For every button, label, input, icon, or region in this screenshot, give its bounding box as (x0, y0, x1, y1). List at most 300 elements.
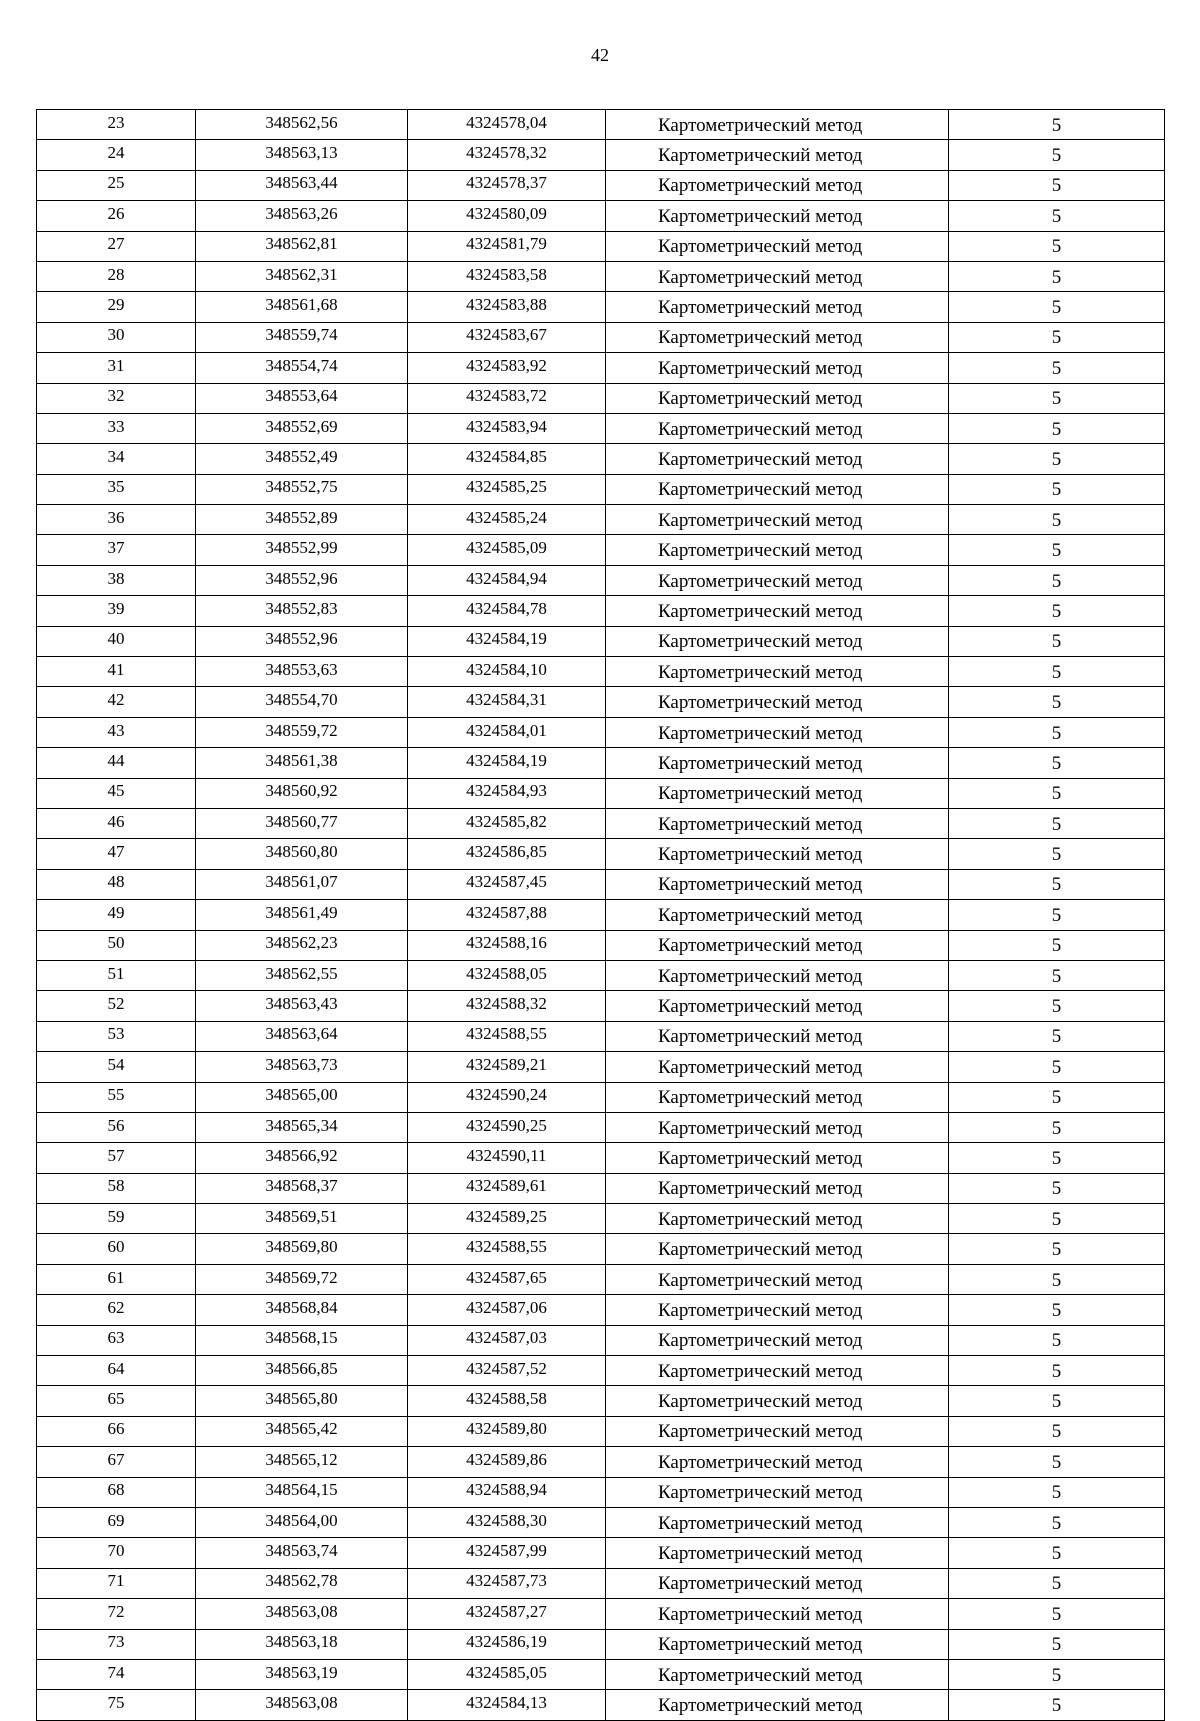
error-cell: 5 (949, 383, 1165, 413)
x-coordinate-cell: 348552,96 (196, 626, 408, 656)
x-coordinate-cell: 348563,18 (196, 1629, 408, 1659)
x-coordinate-cell: 348552,49 (196, 444, 408, 474)
method-cell: Картометрический метод (606, 991, 949, 1021)
x-coordinate-cell: 348565,12 (196, 1447, 408, 1477)
point-number-cell: 27 (37, 231, 196, 261)
method-cell: Картометрический метод (606, 535, 949, 565)
method-cell: Картометрический метод (606, 383, 949, 413)
y-coordinate-cell: 4324583,58 (408, 261, 606, 291)
table-row (37, 1143, 1165, 1173)
y-coordinate-cell: 4324585,82 (408, 808, 606, 838)
y-coordinate-cell: 4324583,72 (408, 383, 606, 413)
x-coordinate-cell: 348562,55 (196, 960, 408, 990)
y-coordinate-cell: 4324584,78 (408, 596, 606, 626)
point-number-cell: 37 (37, 535, 196, 565)
x-coordinate-cell: 348563,08 (196, 1599, 408, 1629)
table-row (37, 292, 1165, 322)
error-cell: 5 (949, 1416, 1165, 1446)
table-row (37, 1507, 1165, 1537)
method-cell: Картометрический метод (606, 1568, 949, 1598)
method-cell: Картометрический метод (606, 748, 949, 778)
point-number-cell: 62 (37, 1295, 196, 1325)
table-row (37, 839, 1165, 869)
table-row (37, 1082, 1165, 1112)
table-row (37, 261, 1165, 291)
table-row (37, 322, 1165, 352)
y-coordinate-cell: 4324588,58 (408, 1386, 606, 1416)
point-number-cell: 72 (37, 1599, 196, 1629)
y-coordinate-cell: 4324589,61 (408, 1173, 606, 1203)
x-coordinate-cell: 348560,92 (196, 778, 408, 808)
table-row (37, 1112, 1165, 1142)
point-number-cell: 33 (37, 413, 196, 443)
method-cell: Картометрический метод (606, 930, 949, 960)
x-coordinate-cell: 348561,49 (196, 900, 408, 930)
table-row (37, 140, 1165, 170)
point-number-cell: 74 (37, 1659, 196, 1689)
table-row (37, 1599, 1165, 1629)
method-cell: Картометрический метод (606, 839, 949, 869)
method-cell: Картометрический метод (606, 596, 949, 626)
x-coordinate-cell: 348552,69 (196, 413, 408, 443)
method-cell: Картометрический метод (606, 110, 949, 140)
y-coordinate-cell: 4324587,52 (408, 1356, 606, 1386)
x-coordinate-cell: 348563,13 (196, 140, 408, 170)
point-number-cell: 41 (37, 657, 196, 687)
error-cell: 5 (949, 657, 1165, 687)
table-row (37, 170, 1165, 200)
point-number-cell: 73 (37, 1629, 196, 1659)
error-cell: 5 (949, 1325, 1165, 1355)
method-cell: Картометрический метод (606, 1234, 949, 1264)
method-cell: Картометрический метод (606, 474, 949, 504)
x-coordinate-cell: 348561,68 (196, 292, 408, 322)
y-coordinate-cell: 4324578,37 (408, 170, 606, 200)
point-number-cell: 25 (37, 170, 196, 200)
error-cell: 5 (949, 535, 1165, 565)
y-coordinate-cell: 4324578,04 (408, 110, 606, 140)
error-cell: 5 (949, 687, 1165, 717)
y-coordinate-cell: 4324583,67 (408, 322, 606, 352)
error-cell: 5 (949, 1629, 1165, 1659)
table-row (37, 231, 1165, 261)
point-number-cell: 64 (37, 1356, 196, 1386)
point-number-cell: 51 (37, 960, 196, 990)
error-cell: 5 (949, 930, 1165, 960)
method-cell: Картометрический метод (606, 1447, 949, 1477)
error-cell: 5 (949, 110, 1165, 140)
table-row (37, 1538, 1165, 1568)
point-number-cell: 57 (37, 1143, 196, 1173)
x-coordinate-cell: 348563,73 (196, 1052, 408, 1082)
table-row (37, 1416, 1165, 1446)
table-row (37, 1356, 1165, 1386)
method-cell: Картометрический метод (606, 1325, 949, 1355)
table-row (37, 1690, 1165, 1720)
table-row (37, 110, 1165, 140)
point-number-cell: 50 (37, 930, 196, 960)
method-cell: Картометрический метод (606, 1052, 949, 1082)
y-coordinate-cell: 4324581,79 (408, 231, 606, 261)
table-row (37, 413, 1165, 443)
error-cell: 5 (949, 596, 1165, 626)
y-coordinate-cell: 4324584,93 (408, 778, 606, 808)
method-cell: Картометрический метод (606, 869, 949, 899)
point-number-cell: 35 (37, 474, 196, 504)
point-number-cell: 61 (37, 1264, 196, 1294)
error-cell: 5 (949, 444, 1165, 474)
method-cell: Картометрический метод (606, 353, 949, 383)
error-cell: 5 (949, 1204, 1165, 1234)
y-coordinate-cell: 4324583,88 (408, 292, 606, 322)
method-cell: Картометрический метод (606, 1021, 949, 1051)
method-cell: Картометрический метод (606, 292, 949, 322)
error-cell: 5 (949, 900, 1165, 930)
table-row (37, 535, 1165, 565)
table-row (37, 1204, 1165, 1234)
error-cell: 5 (949, 1143, 1165, 1173)
x-coordinate-cell: 348560,80 (196, 839, 408, 869)
table-row (37, 353, 1165, 383)
error-cell: 5 (949, 717, 1165, 747)
method-cell: Картометрический метод (606, 687, 949, 717)
x-coordinate-cell: 348566,92 (196, 1143, 408, 1173)
method-cell: Картометрический метод (606, 900, 949, 930)
y-coordinate-cell: 4324580,09 (408, 201, 606, 231)
error-cell: 5 (949, 140, 1165, 170)
table-row (37, 1052, 1165, 1082)
point-number-cell: 48 (37, 869, 196, 899)
y-coordinate-cell: 4324587,99 (408, 1538, 606, 1568)
x-coordinate-cell: 348563,26 (196, 201, 408, 231)
table-row (37, 1659, 1165, 1689)
x-coordinate-cell: 348553,64 (196, 383, 408, 413)
point-number-cell: 26 (37, 201, 196, 231)
error-cell: 5 (949, 869, 1165, 899)
table-row (37, 1325, 1165, 1355)
x-coordinate-cell: 348563,44 (196, 170, 408, 200)
y-coordinate-cell: 4324585,05 (408, 1659, 606, 1689)
y-coordinate-cell: 4324589,80 (408, 1416, 606, 1446)
point-number-cell: 44 (37, 748, 196, 778)
y-coordinate-cell: 4324583,92 (408, 353, 606, 383)
method-cell: Картометрический метод (606, 201, 949, 231)
point-number-cell: 66 (37, 1416, 196, 1446)
error-cell: 5 (949, 1599, 1165, 1629)
error-cell: 5 (949, 1659, 1165, 1689)
table-row (37, 1568, 1165, 1598)
error-cell: 5 (949, 1082, 1165, 1112)
y-coordinate-cell: 4324588,05 (408, 960, 606, 990)
error-cell: 5 (949, 1386, 1165, 1416)
x-coordinate-cell: 348562,78 (196, 1568, 408, 1598)
table-row (37, 808, 1165, 838)
table-row (37, 474, 1165, 504)
point-number-cell: 71 (37, 1568, 196, 1598)
x-coordinate-cell: 348563,43 (196, 991, 408, 1021)
method-cell: Картометрический метод (606, 1204, 949, 1234)
y-coordinate-cell: 4324590,11 (408, 1143, 606, 1173)
table-row (37, 1234, 1165, 1264)
x-coordinate-cell: 348562,81 (196, 231, 408, 261)
error-cell: 5 (949, 1052, 1165, 1082)
x-coordinate-cell: 348568,84 (196, 1295, 408, 1325)
point-number-cell: 38 (37, 565, 196, 595)
error-cell: 5 (949, 505, 1165, 535)
point-number-cell: 40 (37, 626, 196, 656)
point-number-cell: 56 (37, 1112, 196, 1142)
x-coordinate-cell: 348562,23 (196, 930, 408, 960)
table-row (37, 596, 1165, 626)
error-cell: 5 (949, 292, 1165, 322)
error-cell: 5 (949, 413, 1165, 443)
error-cell: 5 (949, 1356, 1165, 1386)
method-cell: Картометрический метод (606, 1082, 949, 1112)
y-coordinate-cell: 4324589,86 (408, 1447, 606, 1477)
y-coordinate-cell: 4324589,21 (408, 1052, 606, 1082)
page-number: 42 (591, 45, 609, 65)
point-number-cell: 30 (37, 322, 196, 352)
method-cell: Картометрический метод (606, 322, 949, 352)
point-number-cell: 55 (37, 1082, 196, 1112)
x-coordinate-cell: 348561,07 (196, 869, 408, 899)
point-number-cell: 58 (37, 1173, 196, 1203)
y-coordinate-cell: 4324586,19 (408, 1629, 606, 1659)
x-coordinate-cell: 348565,80 (196, 1386, 408, 1416)
table-row (37, 383, 1165, 413)
method-cell: Картометрический метод (606, 1416, 949, 1446)
y-coordinate-cell: 4324588,55 (408, 1021, 606, 1051)
table-row (37, 626, 1165, 656)
error-cell: 5 (949, 353, 1165, 383)
method-cell: Картометрический метод (606, 1477, 949, 1507)
x-coordinate-cell: 348563,08 (196, 1690, 408, 1720)
error-cell: 5 (949, 991, 1165, 1021)
x-coordinate-cell: 348559,74 (196, 322, 408, 352)
point-number-cell: 70 (37, 1538, 196, 1568)
error-cell: 5 (949, 474, 1165, 504)
table-row (37, 1295, 1165, 1325)
point-number-cell: 34 (37, 444, 196, 474)
coordinates-table (36, 109, 1165, 1721)
point-number-cell: 49 (37, 900, 196, 930)
x-coordinate-cell: 348562,31 (196, 261, 408, 291)
error-cell: 5 (949, 1173, 1165, 1203)
error-cell: 5 (949, 778, 1165, 808)
error-cell: 5 (949, 839, 1165, 869)
point-number-cell: 59 (37, 1204, 196, 1234)
point-number-cell: 60 (37, 1234, 196, 1264)
method-cell: Картометрический метод (606, 140, 949, 170)
y-coordinate-cell: 4324588,55 (408, 1234, 606, 1264)
method-cell: Картометрический метод (606, 1507, 949, 1537)
y-coordinate-cell: 4324584,31 (408, 687, 606, 717)
table-row (37, 960, 1165, 990)
x-coordinate-cell: 348565,00 (196, 1082, 408, 1112)
method-cell: Картометрический метод (606, 626, 949, 656)
point-number-cell: 65 (37, 1386, 196, 1416)
x-coordinate-cell: 348560,77 (196, 808, 408, 838)
x-coordinate-cell: 348563,19 (196, 1659, 408, 1689)
y-coordinate-cell: 4324587,65 (408, 1264, 606, 1294)
point-number-cell: 63 (37, 1325, 196, 1355)
x-coordinate-cell: 348561,38 (196, 748, 408, 778)
method-cell: Картометрический метод (606, 1386, 949, 1416)
x-coordinate-cell: 348569,72 (196, 1264, 408, 1294)
x-coordinate-cell: 348552,96 (196, 565, 408, 595)
x-coordinate-cell: 348552,89 (196, 505, 408, 535)
y-coordinate-cell: 4324584,01 (408, 717, 606, 747)
table-row (37, 1264, 1165, 1294)
table-row (37, 1477, 1165, 1507)
table-row (37, 869, 1165, 899)
y-coordinate-cell: 4324584,19 (408, 626, 606, 656)
error-cell: 5 (949, 201, 1165, 231)
x-coordinate-cell: 348562,56 (196, 110, 408, 140)
method-cell: Картометрический метод (606, 1690, 949, 1720)
table-row (37, 687, 1165, 717)
method-cell: Картометрический метод (606, 1112, 949, 1142)
method-cell: Картометрический метод (606, 1538, 949, 1568)
method-cell: Картометрический метод (606, 170, 949, 200)
y-coordinate-cell: 4324585,25 (408, 474, 606, 504)
point-number-cell: 46 (37, 808, 196, 838)
x-coordinate-cell: 348565,34 (196, 1112, 408, 1142)
x-coordinate-cell: 348554,70 (196, 687, 408, 717)
x-coordinate-cell: 348552,83 (196, 596, 408, 626)
method-cell: Картометрический метод (606, 808, 949, 838)
x-coordinate-cell: 348569,80 (196, 1234, 408, 1264)
point-number-cell: 36 (37, 505, 196, 535)
error-cell: 5 (949, 322, 1165, 352)
error-cell: 5 (949, 261, 1165, 291)
y-coordinate-cell: 4324584,19 (408, 748, 606, 778)
x-coordinate-cell: 348568,15 (196, 1325, 408, 1355)
y-coordinate-cell: 4324584,13 (408, 1690, 606, 1720)
method-cell: Картометрический метод (606, 1173, 949, 1203)
point-number-cell: 53 (37, 1021, 196, 1051)
y-coordinate-cell: 4324583,94 (408, 413, 606, 443)
method-cell: Картометрический метод (606, 1264, 949, 1294)
y-coordinate-cell: 4324584,10 (408, 657, 606, 687)
error-cell: 5 (949, 748, 1165, 778)
table-row (37, 748, 1165, 778)
point-number-cell: 67 (37, 1447, 196, 1477)
point-number-cell: 39 (37, 596, 196, 626)
method-cell: Картометрический метод (606, 231, 949, 261)
x-coordinate-cell: 348563,64 (196, 1021, 408, 1051)
method-cell: Картометрический метод (606, 261, 949, 291)
y-coordinate-cell: 4324587,03 (408, 1325, 606, 1355)
x-coordinate-cell: 348568,37 (196, 1173, 408, 1203)
error-cell: 5 (949, 626, 1165, 656)
point-number-cell: 31 (37, 353, 196, 383)
point-number-cell: 75 (37, 1690, 196, 1720)
method-cell: Картометрический метод (606, 444, 949, 474)
point-number-cell: 45 (37, 778, 196, 808)
method-cell: Картометрический метод (606, 960, 949, 990)
table-row (37, 930, 1165, 960)
table-row (37, 657, 1165, 687)
table-row (37, 505, 1165, 535)
error-cell: 5 (949, 1507, 1165, 1537)
y-coordinate-cell: 4324588,30 (408, 1507, 606, 1537)
table-row (37, 1447, 1165, 1477)
y-coordinate-cell: 4324587,27 (408, 1599, 606, 1629)
x-coordinate-cell: 348565,42 (196, 1416, 408, 1446)
y-coordinate-cell: 4324588,16 (408, 930, 606, 960)
x-coordinate-cell: 348554,74 (196, 353, 408, 383)
y-coordinate-cell: 4324584,85 (408, 444, 606, 474)
method-cell: Картометрический метод (606, 505, 949, 535)
table-row (37, 1386, 1165, 1416)
y-coordinate-cell: 4324588,94 (408, 1477, 606, 1507)
error-cell: 5 (949, 1112, 1165, 1142)
error-cell: 5 (949, 231, 1165, 261)
point-number-cell: 29 (37, 292, 196, 322)
y-coordinate-cell: 4324584,94 (408, 565, 606, 595)
y-coordinate-cell: 4324589,25 (408, 1204, 606, 1234)
method-cell: Картометрический метод (606, 565, 949, 595)
method-cell: Картометрический метод (606, 413, 949, 443)
method-cell: Картометрический метод (606, 1143, 949, 1173)
error-cell: 5 (949, 808, 1165, 838)
error-cell: 5 (949, 1538, 1165, 1568)
table-row (37, 444, 1165, 474)
table-row (37, 900, 1165, 930)
error-cell: 5 (949, 960, 1165, 990)
method-cell: Картометрический метод (606, 1659, 949, 1689)
y-coordinate-cell: 4324586,85 (408, 839, 606, 869)
point-number-cell: 42 (37, 687, 196, 717)
table-row (37, 565, 1165, 595)
table-row (37, 1629, 1165, 1659)
table-row (37, 201, 1165, 231)
x-coordinate-cell: 348552,99 (196, 535, 408, 565)
y-coordinate-cell: 4324590,24 (408, 1082, 606, 1112)
x-coordinate-cell: 348564,15 (196, 1477, 408, 1507)
point-number-cell: 28 (37, 261, 196, 291)
error-cell: 5 (949, 1447, 1165, 1477)
method-cell: Картометрический метод (606, 1629, 949, 1659)
table-row (37, 717, 1165, 747)
table-row (37, 1173, 1165, 1203)
method-cell: Картометрический метод (606, 1295, 949, 1325)
x-coordinate-cell: 348563,74 (196, 1538, 408, 1568)
y-coordinate-cell: 4324588,32 (408, 991, 606, 1021)
table-row (37, 991, 1165, 1021)
point-number-cell: 69 (37, 1507, 196, 1537)
y-coordinate-cell: 4324587,06 (408, 1295, 606, 1325)
error-cell: 5 (949, 1234, 1165, 1264)
point-number-cell: 52 (37, 991, 196, 1021)
method-cell: Картометрический метод (606, 657, 949, 687)
method-cell: Картометрический метод (606, 1599, 949, 1629)
error-cell: 5 (949, 565, 1165, 595)
point-number-cell: 68 (37, 1477, 196, 1507)
error-cell: 5 (949, 1477, 1165, 1507)
x-coordinate-cell: 348553,63 (196, 657, 408, 687)
error-cell: 5 (949, 1021, 1165, 1051)
error-cell: 5 (949, 170, 1165, 200)
y-coordinate-cell: 4324585,09 (408, 535, 606, 565)
point-number-cell: 47 (37, 839, 196, 869)
point-number-cell: 54 (37, 1052, 196, 1082)
point-number-cell: 24 (37, 140, 196, 170)
y-coordinate-cell: 4324587,88 (408, 900, 606, 930)
method-cell: Картометрический метод (606, 1356, 949, 1386)
point-number-cell: 32 (37, 383, 196, 413)
